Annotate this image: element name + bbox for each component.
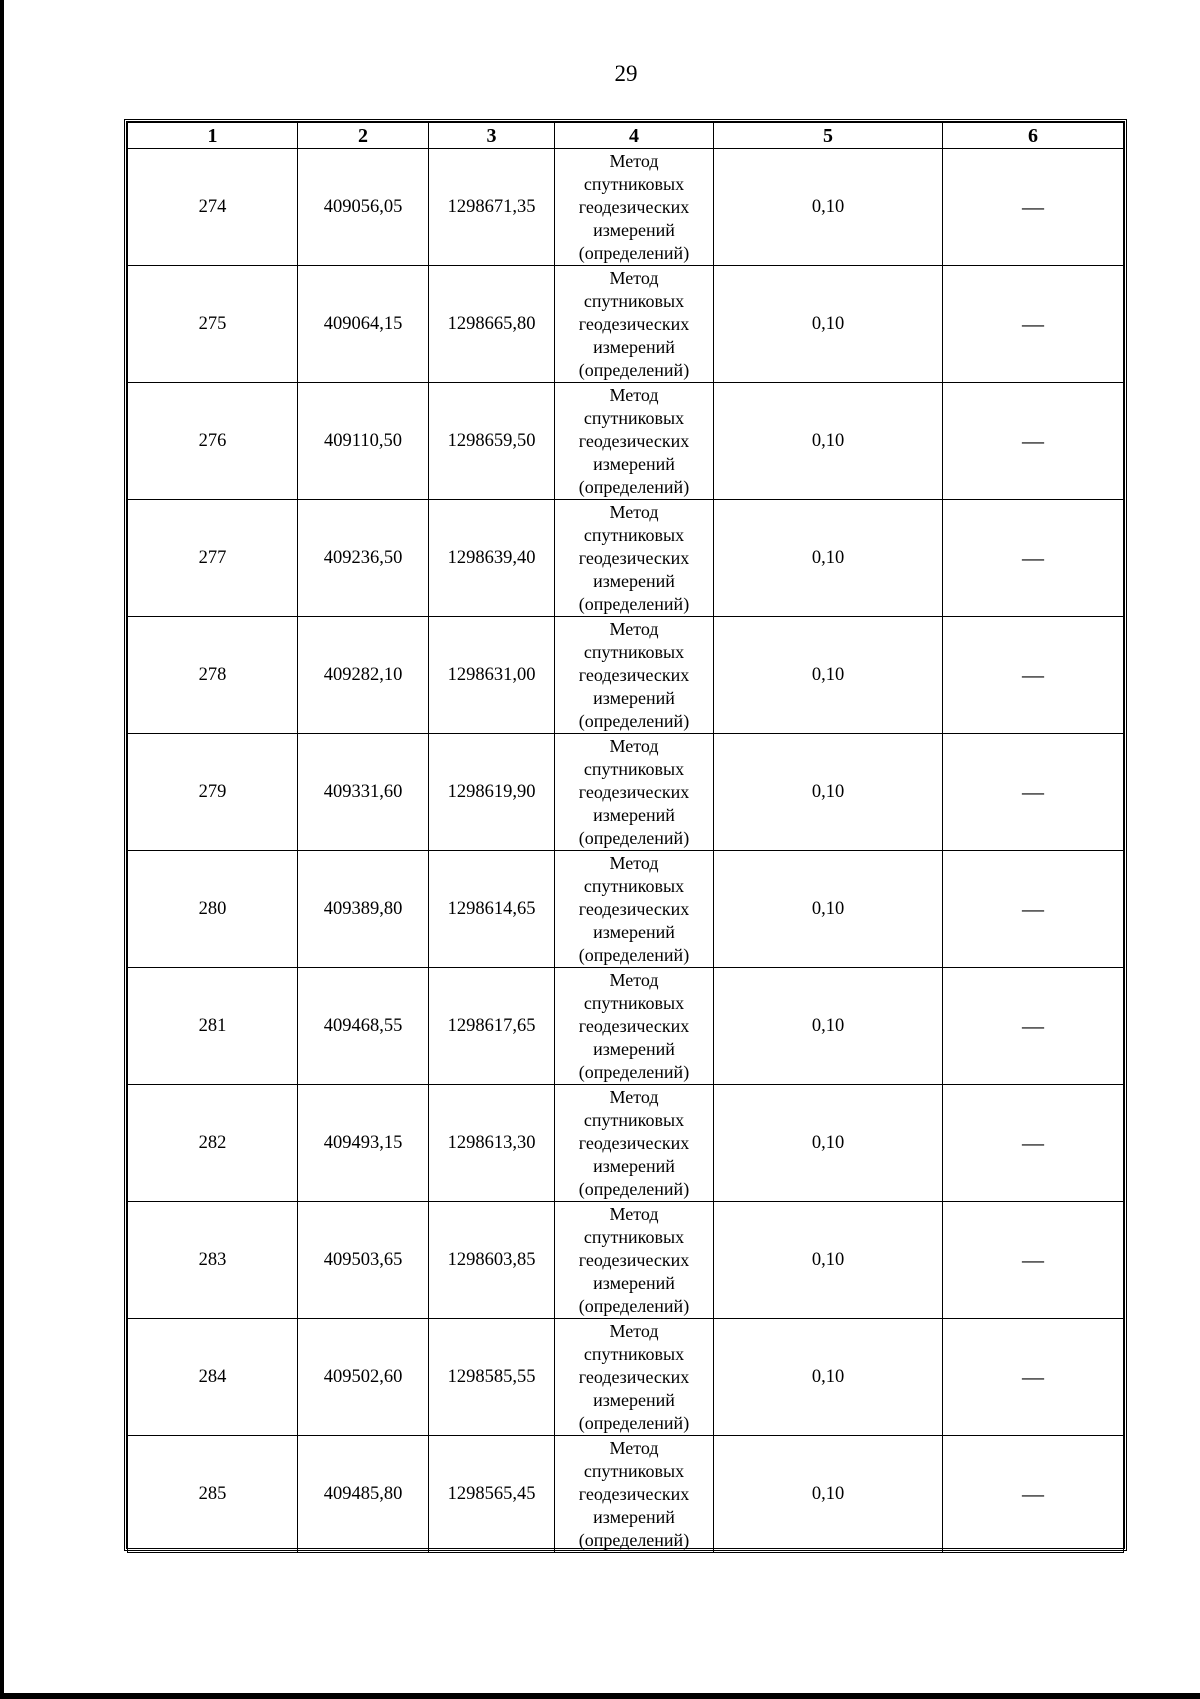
y-coordinate-cell: 1298665,80 <box>429 266 555 383</box>
method-line: Метод <box>609 1320 659 1341</box>
method-line: спутниковых <box>583 992 685 1013</box>
method-line: измерений <box>593 687 675 708</box>
method-line: (определений) <box>578 1061 690 1082</box>
accuracy-cell: 0,10 <box>714 266 943 383</box>
method-cell <box>555 1202 714 1319</box>
method-line: спутниковых <box>583 290 685 311</box>
point-number-cell: 285 <box>128 1436 298 1553</box>
x-coordinate-cell: 409389,80 <box>298 851 429 968</box>
y-coordinate-cell: 1298613,30 <box>429 1085 555 1202</box>
method-line: измерений <box>593 804 675 825</box>
accuracy-cell: 0,10 <box>714 617 943 734</box>
method-line: Метод <box>609 1203 659 1224</box>
point-number-cell: 279 <box>128 734 298 851</box>
method-line: измерений <box>593 336 675 357</box>
accuracy-cell: 0,10 <box>714 383 943 500</box>
method-line: спутниковых <box>583 1226 685 1247</box>
column-header-3: 3 <box>429 123 555 149</box>
method-line: измерений <box>593 219 675 240</box>
method-line: геодезических <box>578 898 690 919</box>
x-coordinate-cell: 409110,50 <box>298 383 429 500</box>
method-line: спутниковых <box>583 407 685 428</box>
note-cell: — <box>943 968 1124 1085</box>
accuracy-cell: 0,10 <box>714 1319 943 1436</box>
scan-edge-bottom <box>0 1693 1200 1699</box>
method-line: измерений <box>593 1389 675 1410</box>
method-line: (определений) <box>578 1529 690 1550</box>
x-coordinate-cell: 409468,55 <box>298 968 429 1085</box>
method-line: спутниковых <box>583 1343 685 1364</box>
method-line: спутниковых <box>583 641 685 662</box>
method-line: (определений) <box>578 710 690 731</box>
method-line: (определений) <box>578 1178 690 1199</box>
note-cell: — <box>943 266 1124 383</box>
method-cell <box>555 617 714 734</box>
method-line: (определений) <box>578 359 690 380</box>
method-line: измерений <box>593 1506 675 1527</box>
method-cell <box>555 1085 714 1202</box>
point-number-cell: 284 <box>128 1319 298 1436</box>
method-cell <box>555 1319 714 1436</box>
coordinates-table <box>127 122 1124 1553</box>
method-line: спутниковых <box>583 173 685 194</box>
note-cell: — <box>943 1085 1124 1202</box>
table-row <box>128 1202 1124 1319</box>
column-header-1: 1 <box>128 123 298 149</box>
method-line: Метод <box>609 1437 659 1458</box>
accuracy-cell: 0,10 <box>714 851 943 968</box>
note-cell: — <box>943 149 1124 266</box>
accuracy-cell: 0,10 <box>714 968 943 1085</box>
method-line: измерений <box>593 1038 675 1059</box>
method-cell <box>555 734 714 851</box>
table-header-row <box>128 123 1124 149</box>
table-row <box>128 149 1124 266</box>
method-line: геодезических <box>578 1015 690 1036</box>
x-coordinate-cell: 409493,15 <box>298 1085 429 1202</box>
method-line: спутниковых <box>583 758 685 779</box>
table-row <box>128 383 1124 500</box>
y-coordinate-cell: 1298639,40 <box>429 500 555 617</box>
method-line: спутниковых <box>583 524 685 545</box>
point-number-cell: 275 <box>128 266 298 383</box>
method-line: геодезических <box>578 1132 690 1153</box>
point-number-cell: 281 <box>128 968 298 1085</box>
method-line: геодезических <box>578 196 690 217</box>
method-line: спутниковых <box>583 1460 685 1481</box>
x-coordinate-cell: 409485,80 <box>298 1436 429 1553</box>
y-coordinate-cell: 1298614,65 <box>429 851 555 968</box>
method-line: (определений) <box>578 593 690 614</box>
table-row <box>128 266 1124 383</box>
method-line: Метод <box>609 735 659 756</box>
method-line: (определений) <box>578 827 690 848</box>
note-cell: — <box>943 500 1124 617</box>
method-line: измерений <box>593 453 675 474</box>
method-line: геодезических <box>578 313 690 334</box>
note-cell: — <box>943 851 1124 968</box>
point-number-cell: 282 <box>128 1085 298 1202</box>
accuracy-cell: 0,10 <box>714 149 943 266</box>
accuracy-cell: 0,10 <box>714 1436 943 1553</box>
table-row <box>128 734 1124 851</box>
y-coordinate-cell: 1298619,90 <box>429 734 555 851</box>
method-line: Метод <box>609 384 659 405</box>
method-line: спутниковых <box>583 875 685 896</box>
x-coordinate-cell: 409064,15 <box>298 266 429 383</box>
column-header-5: 5 <box>714 123 943 149</box>
method-line: измерений <box>593 1155 675 1176</box>
method-line: (определений) <box>578 1295 690 1316</box>
table-row <box>128 1085 1124 1202</box>
note-cell: — <box>943 383 1124 500</box>
method-line: геодезических <box>578 1366 690 1387</box>
method-line: геодезических <box>578 1249 690 1270</box>
point-number-cell: 278 <box>128 617 298 734</box>
method-cell <box>555 1436 714 1553</box>
column-header-2: 2 <box>298 123 429 149</box>
note-cell: — <box>943 1319 1124 1436</box>
x-coordinate-cell: 409236,50 <box>298 500 429 617</box>
method-line: Метод <box>609 501 659 522</box>
method-cell <box>555 266 714 383</box>
y-coordinate-cell: 1298671,35 <box>429 149 555 266</box>
table-row <box>128 1436 1124 1553</box>
method-cell <box>555 149 714 266</box>
table-body <box>128 149 1124 1553</box>
method-line: геодезических <box>578 547 690 568</box>
scan-edge-left <box>0 0 4 1699</box>
y-coordinate-cell: 1298631,00 <box>429 617 555 734</box>
point-number-cell: 277 <box>128 500 298 617</box>
point-number-cell: 280 <box>128 851 298 968</box>
x-coordinate-cell: 409056,05 <box>298 149 429 266</box>
coordinates-table-frame <box>124 119 1127 1551</box>
method-line: геодезических <box>578 430 690 451</box>
method-line: измерений <box>593 570 675 591</box>
table-row <box>128 1319 1124 1436</box>
method-line: геодезических <box>578 1483 690 1504</box>
method-line: измерений <box>593 921 675 942</box>
method-line: Метод <box>609 852 659 873</box>
column-header-4: 4 <box>555 123 714 149</box>
method-line: (определений) <box>578 242 690 263</box>
method-line: Метод <box>609 150 659 171</box>
point-number-cell: 283 <box>128 1202 298 1319</box>
y-coordinate-cell: 1298565,45 <box>429 1436 555 1553</box>
method-line: спутниковых <box>583 1109 685 1130</box>
y-coordinate-cell: 1298659,50 <box>429 383 555 500</box>
method-line: Метод <box>609 618 659 639</box>
method-cell <box>555 968 714 1085</box>
x-coordinate-cell: 409503,65 <box>298 1202 429 1319</box>
method-line: (определений) <box>578 944 690 965</box>
accuracy-cell: 0,10 <box>714 500 943 617</box>
method-line: Метод <box>609 267 659 288</box>
note-cell: — <box>943 1202 1124 1319</box>
table-row <box>128 851 1124 968</box>
page-number: 29 <box>614 61 638 86</box>
accuracy-cell: 0,10 <box>714 1085 943 1202</box>
point-number-cell: 274 <box>128 149 298 266</box>
x-coordinate-cell: 409331,60 <box>298 734 429 851</box>
column-header-6: 6 <box>943 123 1124 149</box>
table-row <box>128 617 1124 734</box>
y-coordinate-cell: 1298617,65 <box>429 968 555 1085</box>
note-cell: — <box>943 1436 1124 1553</box>
accuracy-cell: 0,10 <box>714 1202 943 1319</box>
x-coordinate-cell: 409282,10 <box>298 617 429 734</box>
method-cell <box>555 383 714 500</box>
method-line: (определений) <box>578 1412 690 1433</box>
method-cell <box>555 500 714 617</box>
x-coordinate-cell: 409502,60 <box>298 1319 429 1436</box>
note-cell: — <box>943 617 1124 734</box>
method-cell <box>555 851 714 968</box>
method-line: геодезических <box>578 781 690 802</box>
note-cell: — <box>943 734 1124 851</box>
method-line: Метод <box>609 969 659 990</box>
method-line: (определений) <box>578 476 690 497</box>
method-line: геодезических <box>578 664 690 685</box>
y-coordinate-cell: 1298603,85 <box>429 1202 555 1319</box>
method-line: измерений <box>593 1272 675 1293</box>
method-line: Метод <box>609 1086 659 1107</box>
table-row <box>128 500 1124 617</box>
accuracy-cell: 0,10 <box>714 734 943 851</box>
table-row <box>128 968 1124 1085</box>
y-coordinate-cell: 1298585,55 <box>429 1319 555 1436</box>
point-number-cell: 276 <box>128 383 298 500</box>
